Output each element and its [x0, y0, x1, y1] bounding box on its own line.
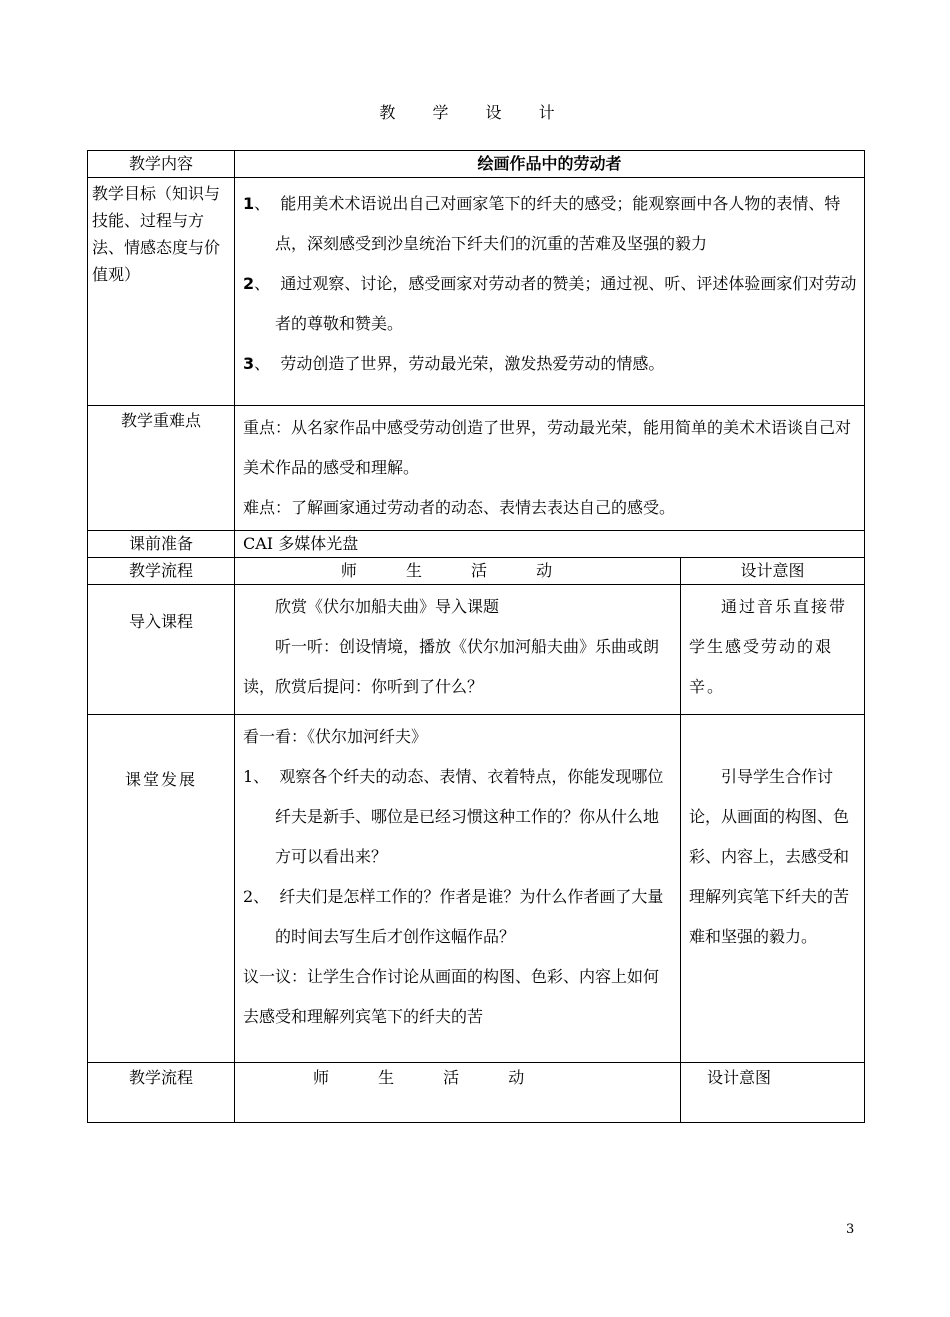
- intro-label: 导入课程: [88, 585, 235, 715]
- table-row: [88, 558, 865, 585]
- objective-separator: 、: [254, 194, 271, 213]
- objective-number: 2: [243, 274, 255, 293]
- intent-header-2: 设计意图: [681, 1063, 865, 1123]
- activity-header-2: 师 生 活 动: [235, 1063, 681, 1123]
- list-item: [243, 877, 672, 957]
- table-row: [88, 151, 865, 178]
- table-row: [88, 178, 865, 406]
- list-item: [243, 757, 672, 877]
- flow-label: 教学流程: [88, 558, 235, 585]
- table-row: [88, 531, 865, 558]
- page-title: 教 学 设 计: [379, 103, 571, 122]
- list-item: [243, 264, 858, 344]
- dev-look: 看一看：《伏尔加河纤夫》: [243, 727, 428, 746]
- objective-separator: 、: [254, 274, 271, 293]
- objectives-cell: [235, 178, 865, 406]
- table-row: [88, 585, 865, 715]
- question-number: 1、: [243, 767, 270, 786]
- lesson-plan-table: [87, 150, 865, 1123]
- question-number: 2、: [243, 887, 270, 906]
- objective-separator: 、: [254, 354, 271, 373]
- intro-activity: [235, 585, 681, 715]
- page-number: 3: [846, 1222, 855, 1237]
- list-item: [243, 184, 858, 264]
- dev-discuss: 议一议：让学生合作讨论从画面的构图、色彩、内容上如何去感受和理解列宾笔下的纤夫的苦: [243, 967, 660, 1026]
- table-row: [88, 715, 865, 1063]
- question-text: 纤夫们是怎样工作的？作者是谁？为什么作者画了大量的时间去写生后才创作这幅作品？: [275, 887, 664, 946]
- dev-activity: [235, 715, 681, 1063]
- prep-value: CAI 多媒体光盘: [235, 531, 865, 558]
- objective-text: 通过观察、讨论，感受画家对劳动者的赞美；通过视、听、评述体验画家们对劳动者的尊敬和赞美。: [275, 274, 857, 333]
- objective-label: 教学目标（知识与技能、过程与方法、情感态度与价值观）: [88, 178, 235, 406]
- activity-header: 师 生 活 动: [235, 558, 681, 585]
- dev-intent: 引导学生合作讨论，从画面的构图、色彩、内容上，去感受和理解列宾笔下纤夫的苦难和坚强的毅力。: [681, 715, 865, 1063]
- difficult-point: 难点：了解画家通过劳动者的动态、表情去表达自己的感受。: [243, 498, 676, 517]
- prep-label: 课前准备: [88, 531, 235, 558]
- difficulty-cell: [235, 406, 865, 531]
- intent-header: 设计意图: [681, 558, 865, 585]
- objective-number: 3: [243, 354, 255, 373]
- content-value: 绘画作品中的劳动者: [235, 151, 865, 178]
- flow-label-2: 教学流程: [88, 1063, 235, 1123]
- table-row: [88, 1063, 865, 1123]
- difficulty-label: 教学重难点: [88, 406, 235, 531]
- table-row: [88, 406, 865, 531]
- intro-intent: 通过音乐直接带学生感受劳动的艰辛。: [681, 585, 865, 715]
- objective-text: 能用美术术语说出自己对画家笔下的纤夫的感受；能观察画中各人物的表情、特点，深刻感受到沙皇统治下纤夫们的沉重的苦难及坚强的毅力: [275, 194, 841, 253]
- list-item: [243, 344, 858, 384]
- key-point: 重点：从名家作品中感受劳动创造了世界，劳动最光荣，能用简单的美术术语谈自己对美术作品的感受和理解。: [243, 418, 852, 477]
- objective-number: 1: [243, 194, 255, 213]
- content-label: 教学内容: [88, 151, 235, 178]
- question-text: 观察各个纤夫的动态、表情、衣着特点，你能发现哪位纤夫是新手、哪位是已经习惯这种工作的？你从什么地方可以看出来？: [275, 767, 664, 866]
- dev-label: 课堂发展: [88, 715, 235, 1063]
- intro-paragraph: 听一听：创设情境，播放《伏尔加河船夫曲》乐曲或朗读，欣赏后提问：你听到了什么？: [243, 637, 660, 696]
- intro-paragraph: 欣赏《伏尔加船夫曲》导入课题: [275, 597, 500, 616]
- objective-text: 劳动创造了世界，劳动最光荣，激发热爱劳动的情感。: [280, 354, 665, 373]
